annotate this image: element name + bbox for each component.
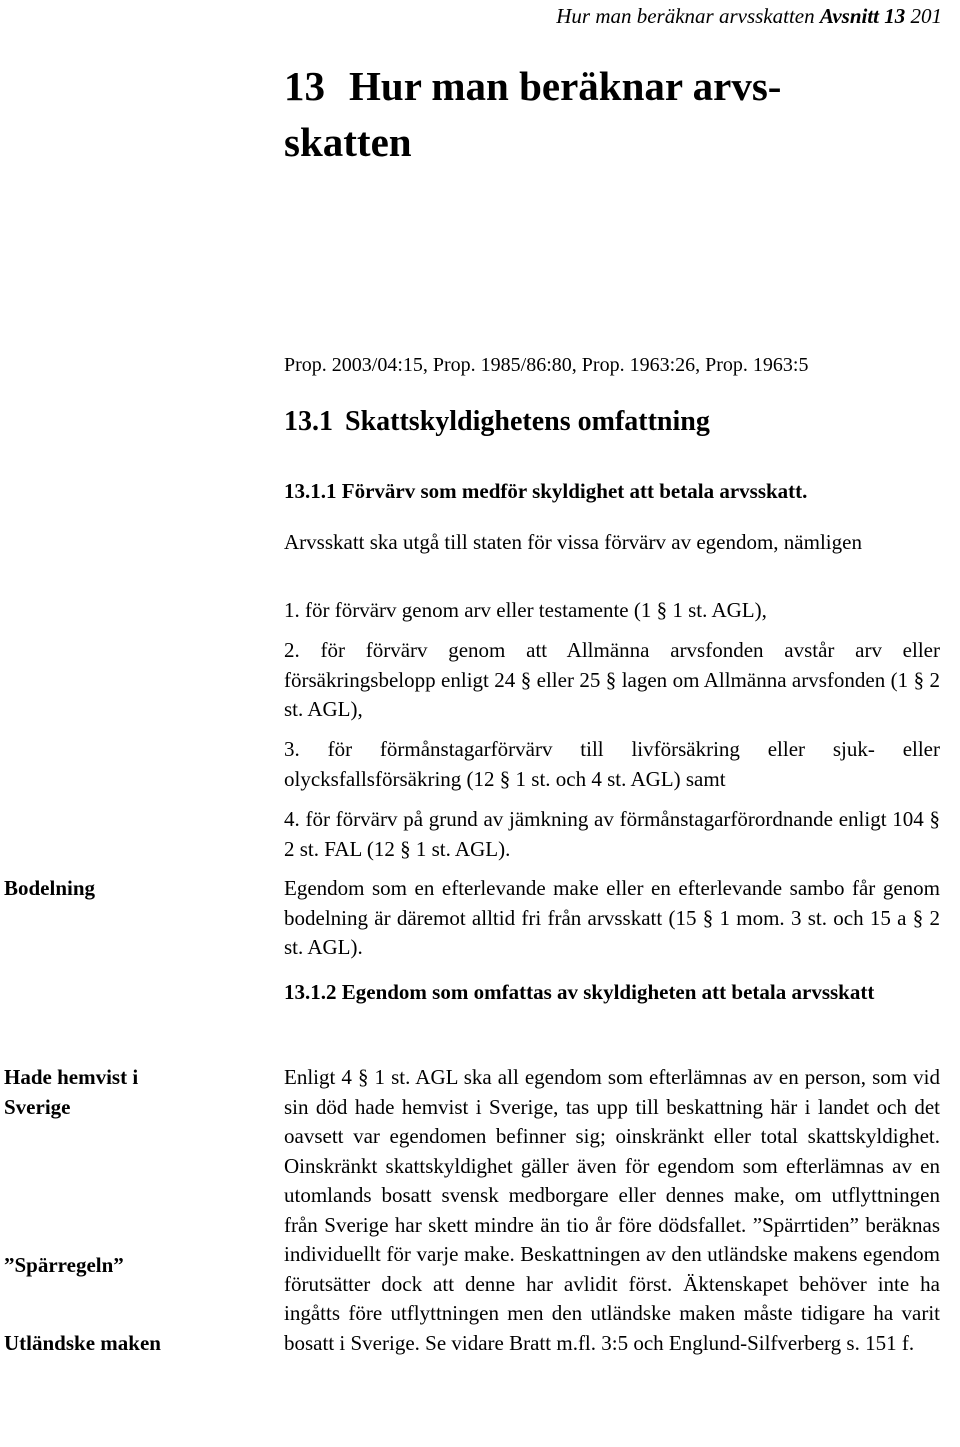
subsection-number: 13.1.1: [284, 479, 337, 503]
margin-note-bodelning: Bodelning: [4, 876, 96, 900]
chapter-title-line2: skatten: [284, 119, 412, 165]
running-header: [556, 4, 942, 29]
bodelning-paragraph: Egendom som en efterlevande make eller en efterlevande sambo får genom bodelning är däremot alltid fri från arvsskatt (15 § 1 mom. 3 st. och 15 a § 2 st. AGL).: [284, 876, 940, 959]
list-item-1: 1. för förvärv genom arv eller testamente (1 § 1 st. AGL),: [284, 598, 767, 622]
intro-paragraph: Arvsskatt ska utgå till staten för vissa förvärv av egendom, nämligen: [284, 530, 862, 554]
page-number: 201: [910, 4, 942, 28]
proposition-references: Prop. 2003/04:15, Prop. 1985/86:80, Prop. 1963:26, Prop. 1963:5: [284, 354, 809, 376]
margin-note-hade-hemvist: Hade hemvist i Sverige: [4, 1065, 139, 1119]
subsection-number: 13.1.2: [284, 980, 337, 1004]
chapter-title: [284, 58, 884, 170]
section-number: 13.1: [284, 406, 333, 437]
subsection-heading-13-1-1: [284, 476, 807, 507]
margin-note-sparregeln: ”Spärregeln”: [4, 1253, 124, 1277]
subsection-heading-13-1-2: [284, 977, 960, 1008]
list-item-3: 3. för förmånstagarförvärv till livförsäkring eller sjuk- eller olycksfallsförsäkring (12 § 1 st. och 4 st. AGL) samt: [284, 737, 940, 791]
subsection-title: Egendom som omfattas av skyldigheten att betala arvsskatt: [341, 980, 875, 1004]
list-item-2: 2. för förvärv genom att Allmänna arvsfonden avstår arv eller försäkringsbelopp enligt 24 § eller 25 § lagen om Allmänna arvsfonden (1 § 2 st. AGL),: [284, 638, 940, 721]
chapter-number: 13: [284, 63, 325, 109]
hemvist-paragraph: Enligt 4 § 1 st. AGL ska all egendom som efterlämnas av en person, som vid sin död hade hemvist i Sverige, tas upp till beskattning här i landet och det oavsett var egendomen befinner sig; oinskränkt eller total skattskyldighet. Oinskränkt skattskyldighet gäller även för egendom som efterlämnas av en utomlands bosatt svensk medborgare eller dennes make, om utflyttningen från Sverige har skett mindre än tio år före dödsfallet. ”Spärrtiden” beräknas individuellt för varje make. Beskattningen av den utländske makens egendom förutsätter dock att denne har avlidit först. Äktenskapet behöver inte ha ingåtts före utflyttningen men den utländske maken måste tidigare ha varit bosatt i Sverige. Se vidare Bratt m.fl. 3:5 och Englund-Silfverberg s. 151 f.: [284, 1065, 940, 1355]
section-title: Skattskyldighetens omfattning: [345, 406, 710, 437]
running-header-section: Avsnitt 13: [819, 4, 906, 28]
chapter-title-line1: Hur man beräknar arvs-: [349, 63, 782, 109]
list-item-4: 4. för förvärv på grund av jämkning av förmånstagarförordnande enligt 104 § 2 st. FAL (12 § 1 st. AGL).: [284, 807, 940, 861]
subsection-title: Förvärv som medför skyldighet att betala arvsskatt.: [341, 479, 808, 503]
margin-note-utlandske-maken: Utländske maken: [4, 1331, 161, 1355]
section-heading: [284, 406, 710, 438]
running-header-title: Hur man beräknar arvsskatten: [556, 4, 815, 28]
